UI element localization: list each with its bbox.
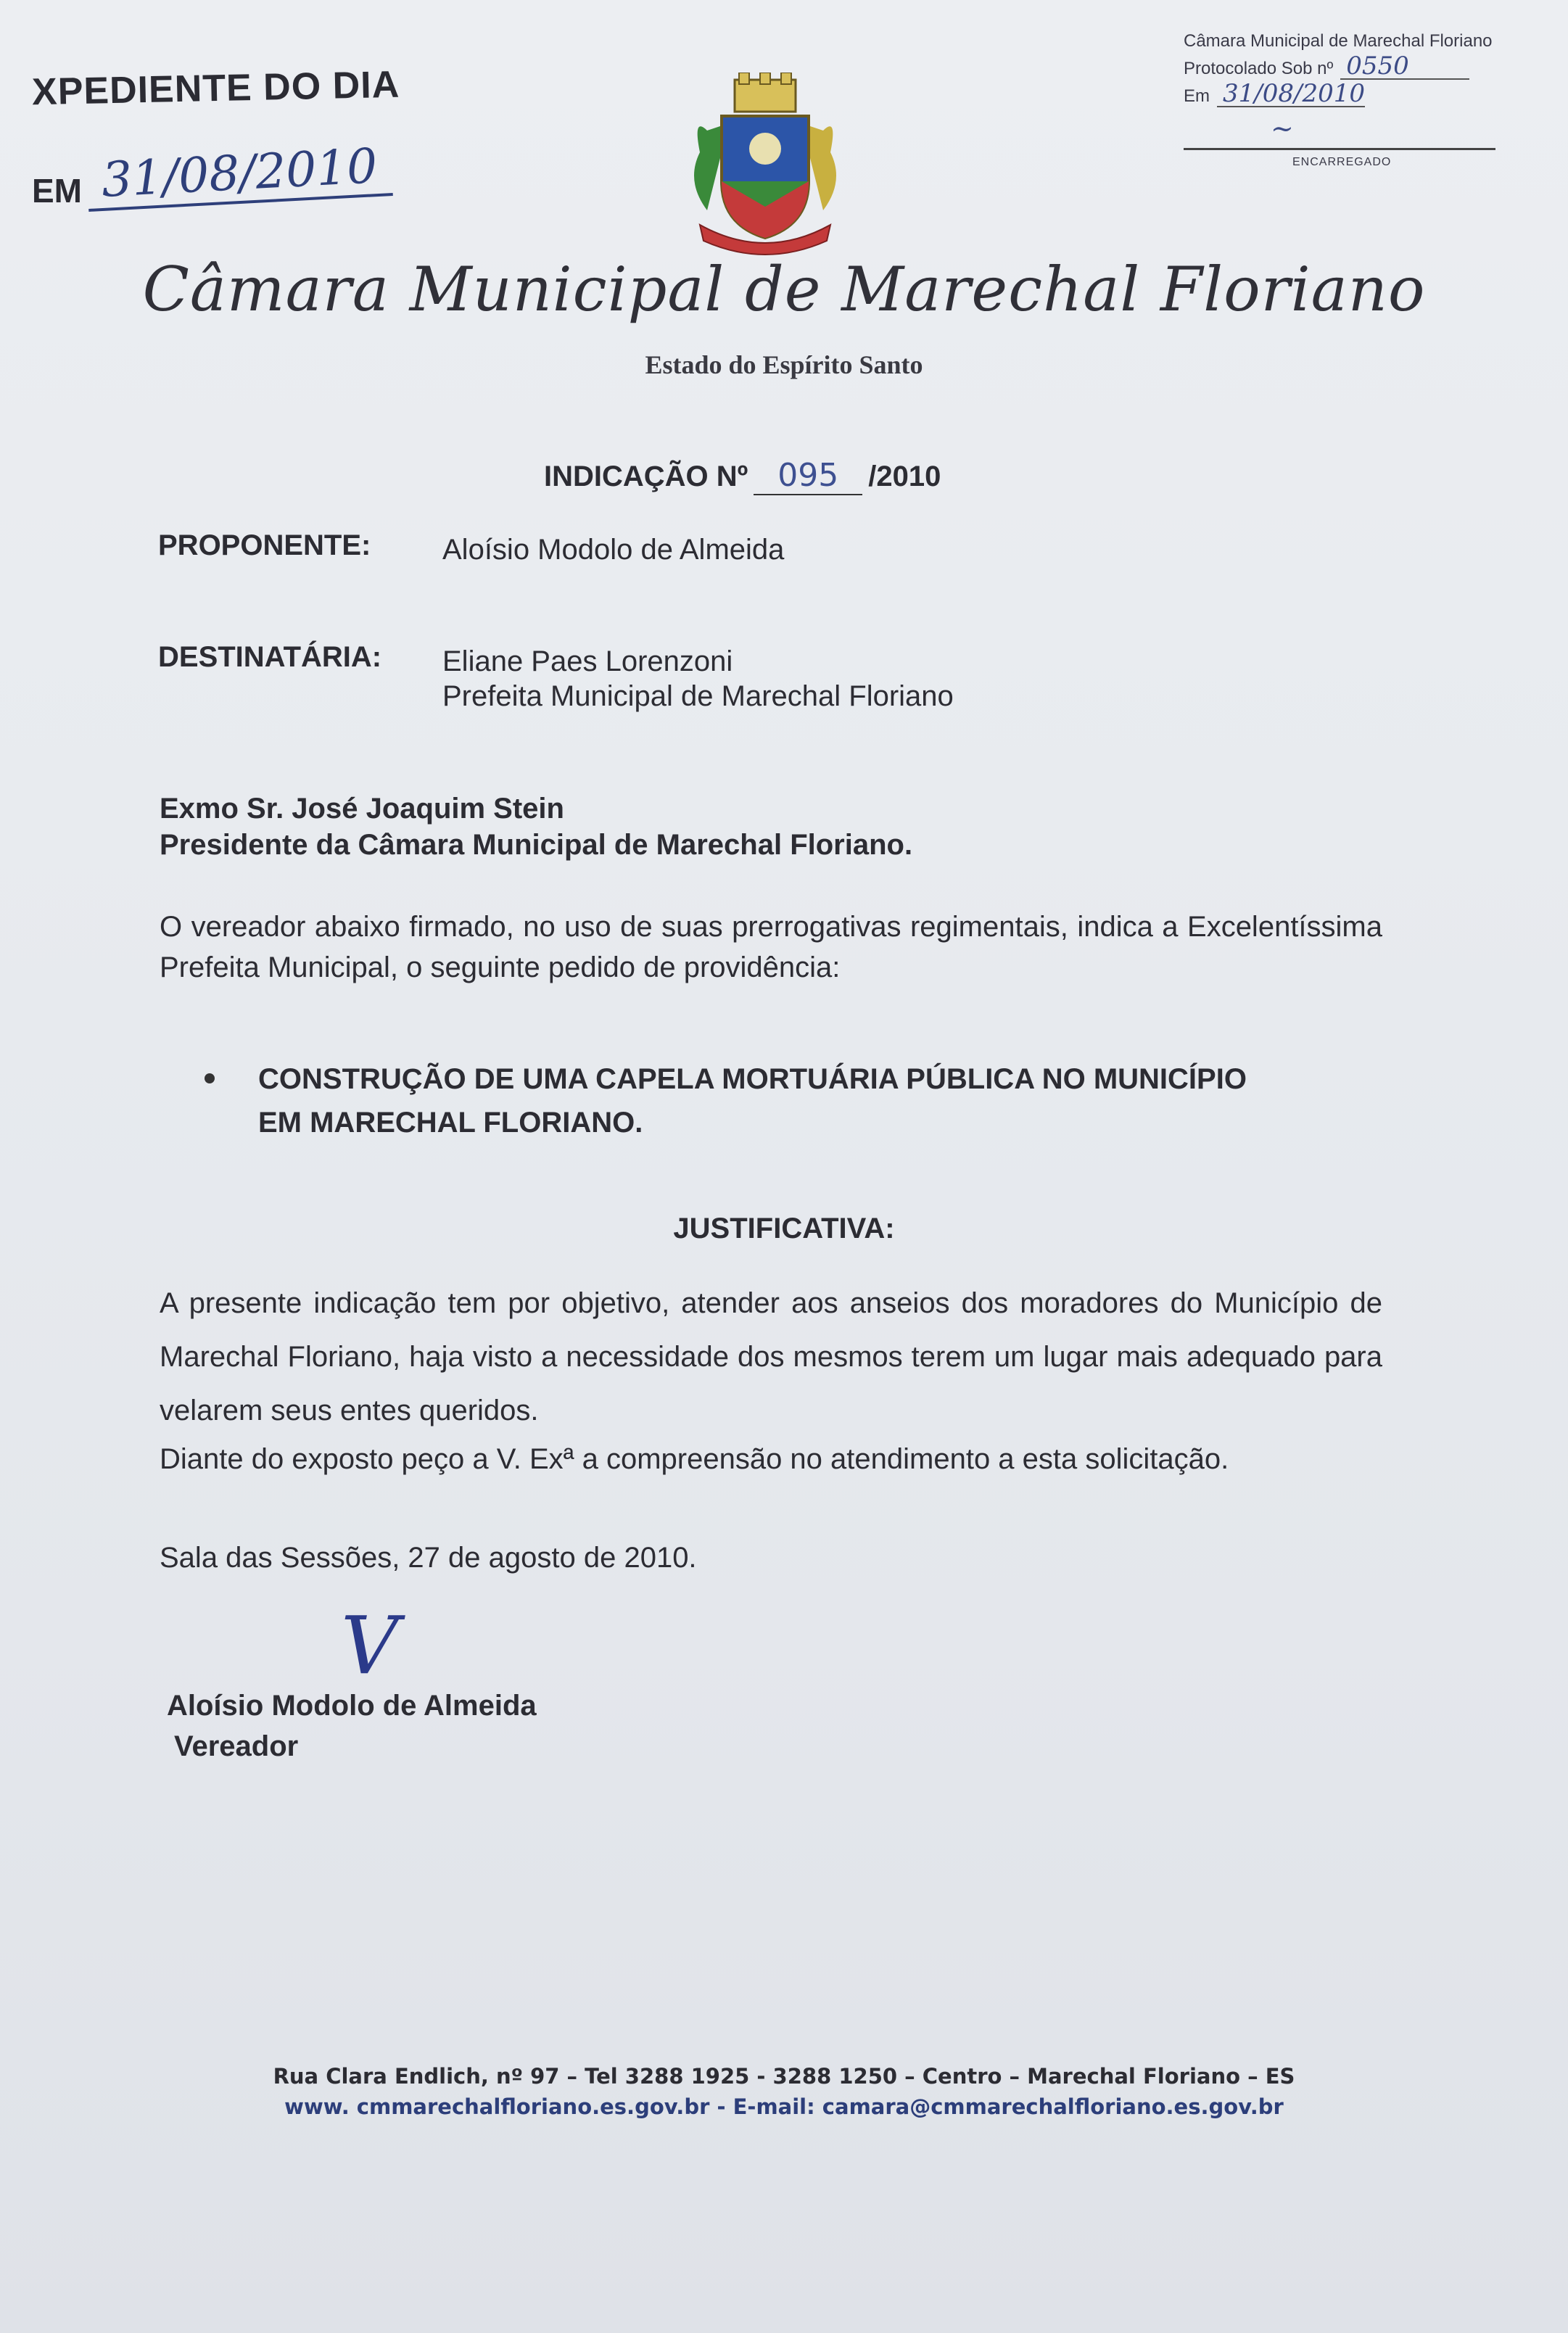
- intro-paragraph: O vereador abaixo firmado, no uso de suas prerrogativas regimentais, indica a Excelentíssima Prefeita Municipal, o seguinte pedido de providência:: [160, 911, 1382, 983]
- handwritten-signature: V: [341, 1599, 399, 1692]
- indicacao-heading: [544, 457, 941, 495]
- destinataria-role: Prefeita Municipal de Marechal Floriano: [442, 680, 954, 712]
- protocol-signature-line: [1184, 112, 1495, 150]
- request-line-2: EM MARECHAL FLORIANO.: [258, 1107, 643, 1139]
- request-item: [210, 1057, 1407, 1144]
- protocol-date-label: Em: [1184, 86, 1210, 106]
- indicacao-number: 095: [754, 457, 862, 495]
- protocol-number-value: 0550: [1340, 54, 1469, 80]
- session-date: Sala das Sessões, 27 de agosto de 2010.: [160, 1542, 697, 1574]
- indicacao-label: INDICAÇÃO Nº: [544, 461, 748, 492]
- request-line-1: CONSTRUÇÃO DE UMA CAPELA MORTUÁRIA PÚBLICA NO MUNICÍPIO: [258, 1063, 1247, 1095]
- expediente-em-label: EM: [32, 172, 82, 210]
- destinataria-label: DESTINATÁRIA:: [158, 641, 382, 673]
- destinataria-name: Eliane Paes Lorenzoni: [442, 645, 733, 677]
- protocol-stamp: [1184, 29, 1495, 175]
- signer-name: Aloísio Modolo de Almeida: [167, 1690, 537, 1722]
- protocol-number-label: Protocolado Sob nº: [1184, 59, 1334, 78]
- indicacao-year: /2010: [868, 461, 941, 492]
- justificativa-paragraph: A presente indicação tem por objetivo, atender aos anseios dos moradores do Município de Marechal Floriano, haja visto a necessidade dos mesmos terem um lugar mais adequado para velarem seus entes queridos.: [160, 1287, 1382, 1426]
- protocol-encarregado-label: ENCARREGADO: [1292, 156, 1392, 168]
- coat-of-arms-icon: [678, 73, 852, 261]
- protocol-title: Câmara Municipal de Marechal Floriano: [1184, 31, 1493, 51]
- proponente-label: PROPONENTE:: [158, 529, 371, 561]
- footer-web-email[interactable]: www. cmmarechalfloriano.es.gov.br - E-mail: camara@cmmarechalfloriano.es.gov.br: [284, 2094, 1284, 2119]
- closing-paragraph: Diante do exposto peço a V. Exª a compreensão no atendimento a esta solicitação.: [160, 1443, 1229, 1475]
- council-title: Câmara Municipal de Marechal Floriano: [142, 254, 1426, 325]
- protocol-signature: ~: [1271, 112, 1294, 144]
- protocol-date-value: 31/08/2010: [1217, 81, 1365, 107]
- expediente-handwritten-date: 31/08/2010: [86, 137, 393, 212]
- bullet-icon: [205, 1073, 215, 1083]
- addressee-role: Presidente da Câmara Municipal de Marechal Floriano.: [160, 829, 913, 861]
- signer-block: [167, 1685, 537, 1767]
- proponente-value: Aloísio Modolo de Almeida: [442, 534, 785, 566]
- expediente-stamp: XPEDIENTE DO DIA: [31, 63, 400, 114]
- signer-role: Vereador: [174, 1730, 299, 1762]
- state-subtitle: Estado do Espírito Santo: [645, 350, 923, 379]
- addressee-name: Exmo Sr. José Joaquim Stein: [160, 793, 564, 825]
- footer-address: Rua Clara Endlich, nº 97 – Tel 3288 1925 - 3288 1250 – Centro – Marechal Floriano – ES: [273, 2064, 1295, 2089]
- justificativa-title: JUSTIFICATIVA:: [673, 1213, 895, 1244]
